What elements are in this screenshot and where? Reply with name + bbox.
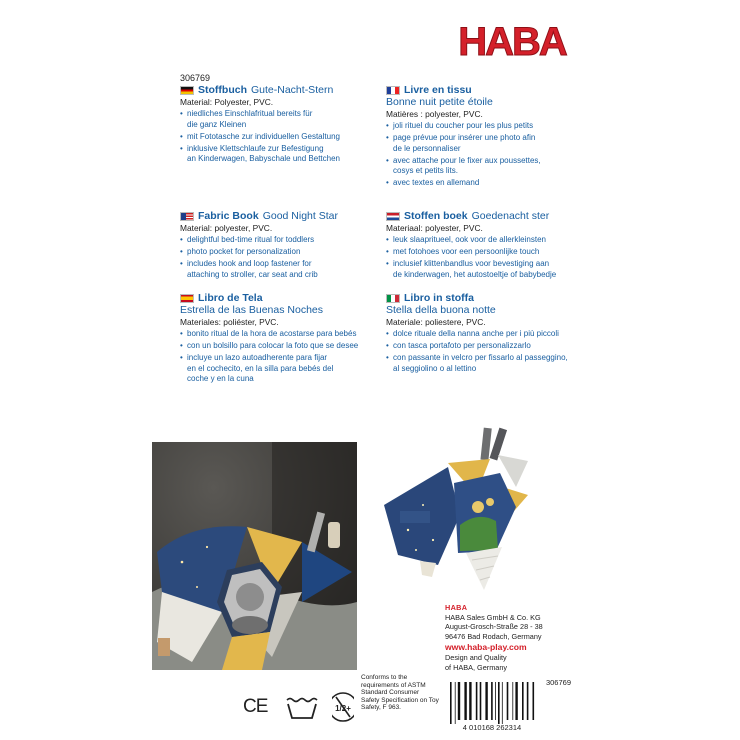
company-article-number: 306769 xyxy=(545,678,571,687)
barcode-bar xyxy=(480,682,482,720)
article-number: 306769 xyxy=(180,73,211,83)
barcode-digits: 4 010168 262314 xyxy=(462,723,522,732)
barcode-bar xyxy=(512,682,513,720)
company-city: 96476 Bad Rodach, Germany xyxy=(445,631,542,641)
lifestyle-photo xyxy=(152,442,357,670)
company-info xyxy=(445,603,575,688)
bullet-list xyxy=(386,121,576,189)
barcode-bar xyxy=(527,682,529,720)
section-en xyxy=(180,210,370,282)
quality-line: Design and Quality xyxy=(445,653,507,662)
barcode-bar xyxy=(464,682,466,720)
section-it xyxy=(386,292,576,376)
barcode-bar xyxy=(469,682,471,720)
section-title: Fabric Book xyxy=(198,210,259,222)
list-item: • dolce rituale della nanna anche per i più piccoli xyxy=(386,329,576,340)
astm-conformity: Conforms to the requirements of ASTM Standard Consumer Safety Specification on Toy Safety, F 963. xyxy=(361,674,439,712)
section-fr xyxy=(386,84,576,190)
quality-line: of HABA, Germany xyxy=(445,662,508,672)
material: Materiale: poliestere, PVC. xyxy=(386,317,486,327)
age-mark-text: 1/2+ xyxy=(335,704,351,713)
barcode-bar xyxy=(476,682,478,720)
flag-nl-icon xyxy=(386,212,400,221)
barcode-bar xyxy=(507,682,509,720)
website-link[interactable]: www.haba-play.com xyxy=(445,642,527,652)
section-nl xyxy=(386,210,576,282)
section-de xyxy=(180,84,370,166)
list-item: • delightful bed-time ritual for toddlers xyxy=(180,235,370,246)
section-title: Livre en tissu xyxy=(404,84,472,96)
section-subtitle: Stella della buona notte xyxy=(386,304,496,316)
list-item: • con un bolsillo para colocar la foto que se desee xyxy=(180,341,370,352)
age-warning-icon xyxy=(332,691,354,723)
barcode-bar xyxy=(458,682,460,720)
barcode-bar xyxy=(450,682,452,724)
barcode-bar xyxy=(455,682,456,724)
barcode xyxy=(444,680,540,732)
list-item: • bonito ritual de la hora de acostarse para bebés xyxy=(180,329,370,340)
section-title: Libro in stoffa xyxy=(404,292,474,304)
barcode-bar xyxy=(522,682,524,720)
section-title: Libro de Tela xyxy=(198,292,263,304)
barcode-bar xyxy=(533,682,535,720)
material: Material: polyester, PVC. xyxy=(180,223,273,233)
company-brand: HABA xyxy=(445,603,468,612)
barcode-bar xyxy=(502,682,503,724)
list-item: • incluye un lazo autoadherente para fijar en el cochecito, en la silla para bebés del coche y en la cuna xyxy=(180,353,370,385)
list-item: • leuk slaapritueel, ook voor de allerkleinsten xyxy=(386,235,576,246)
list-item: • photo pocket for personalization xyxy=(180,247,370,258)
company-street: August-Grosch-Straße 28 - 38 xyxy=(445,622,543,631)
section-title: Stoffen boek xyxy=(404,210,468,222)
washing-icon xyxy=(285,694,319,720)
section-subtitle: Gute-Nacht-Stern xyxy=(251,84,334,96)
section-subtitle: Estrella de las Buenas Noches xyxy=(180,304,323,316)
flag-it-icon xyxy=(386,294,400,303)
haba-logo xyxy=(456,18,568,64)
list-item: • met fotohoes voor een persoonlijke touch xyxy=(386,247,576,258)
logo-text: HABA xyxy=(458,20,566,64)
barcode-bar xyxy=(485,682,487,720)
list-item: • avec textes en allemand xyxy=(386,178,576,189)
bullet-list xyxy=(386,329,576,374)
flag-fr-icon xyxy=(386,86,400,95)
bullet-list xyxy=(386,235,576,280)
material: Materiales: poliéster, PVC. xyxy=(180,317,279,327)
bullet-list xyxy=(180,109,370,165)
material: Materiaal: polyester, PVC. xyxy=(386,223,483,233)
list-item: • includes hook and loop fastener for attaching to stroller, car seat and crib xyxy=(180,259,370,280)
flag-de-icon xyxy=(180,86,194,95)
list-item: • inklusive Klettschlaufe zur Befestigung an Kinderwagen, Babyschale und Bettchen xyxy=(180,144,370,165)
section-subtitle: Bonne nuit petite étoile xyxy=(386,96,493,108)
list-item: • mit Fototasche zur individuellen Gestaltung xyxy=(180,132,370,143)
list-item: • con passante in velcro per fissarlo al passeggino, al seggiolino o al lettino xyxy=(386,353,576,374)
list-item: • con tasca portafoto per personalizzarlo xyxy=(386,341,576,352)
flag-es-icon xyxy=(180,294,194,303)
section-title: Stoffbuch xyxy=(198,84,247,96)
section-es xyxy=(180,292,370,386)
company-name: HABA Sales GmbH & Co. KG xyxy=(445,612,541,622)
barcode-bar xyxy=(491,682,493,720)
list-item: • joli rituel du coucher pour les plus petits xyxy=(386,121,576,132)
bullet-list xyxy=(180,235,370,280)
list-item: • page prévue pour insérer une photo afin de le personnaliser xyxy=(386,133,576,154)
product-photo xyxy=(378,425,538,600)
list-item: • niedliches Einschlafritual bereits für die ganz Kleinen xyxy=(180,109,370,130)
material: Matières : polyester, PVC. xyxy=(386,109,483,119)
ce-mark: CE xyxy=(243,696,268,717)
bullet-list xyxy=(180,329,370,385)
section-subtitle: Good Night Star xyxy=(262,210,338,222)
barcode-bar xyxy=(495,682,496,720)
material: Material: Polyester, PVC. xyxy=(180,97,274,107)
barcode-bar xyxy=(498,682,500,724)
section-subtitle: Goedenacht ster xyxy=(471,210,550,222)
list-item: • inclusief klittenbandlus voor bevestiging aan de kinderwagen, het autostoeltje of babybedje xyxy=(386,259,576,280)
barcode-bar xyxy=(515,682,517,720)
flag-us-icon xyxy=(180,212,194,221)
list-item: • avec attache pour le fixer aux poussettes, cosys et petits lits. xyxy=(386,156,576,177)
